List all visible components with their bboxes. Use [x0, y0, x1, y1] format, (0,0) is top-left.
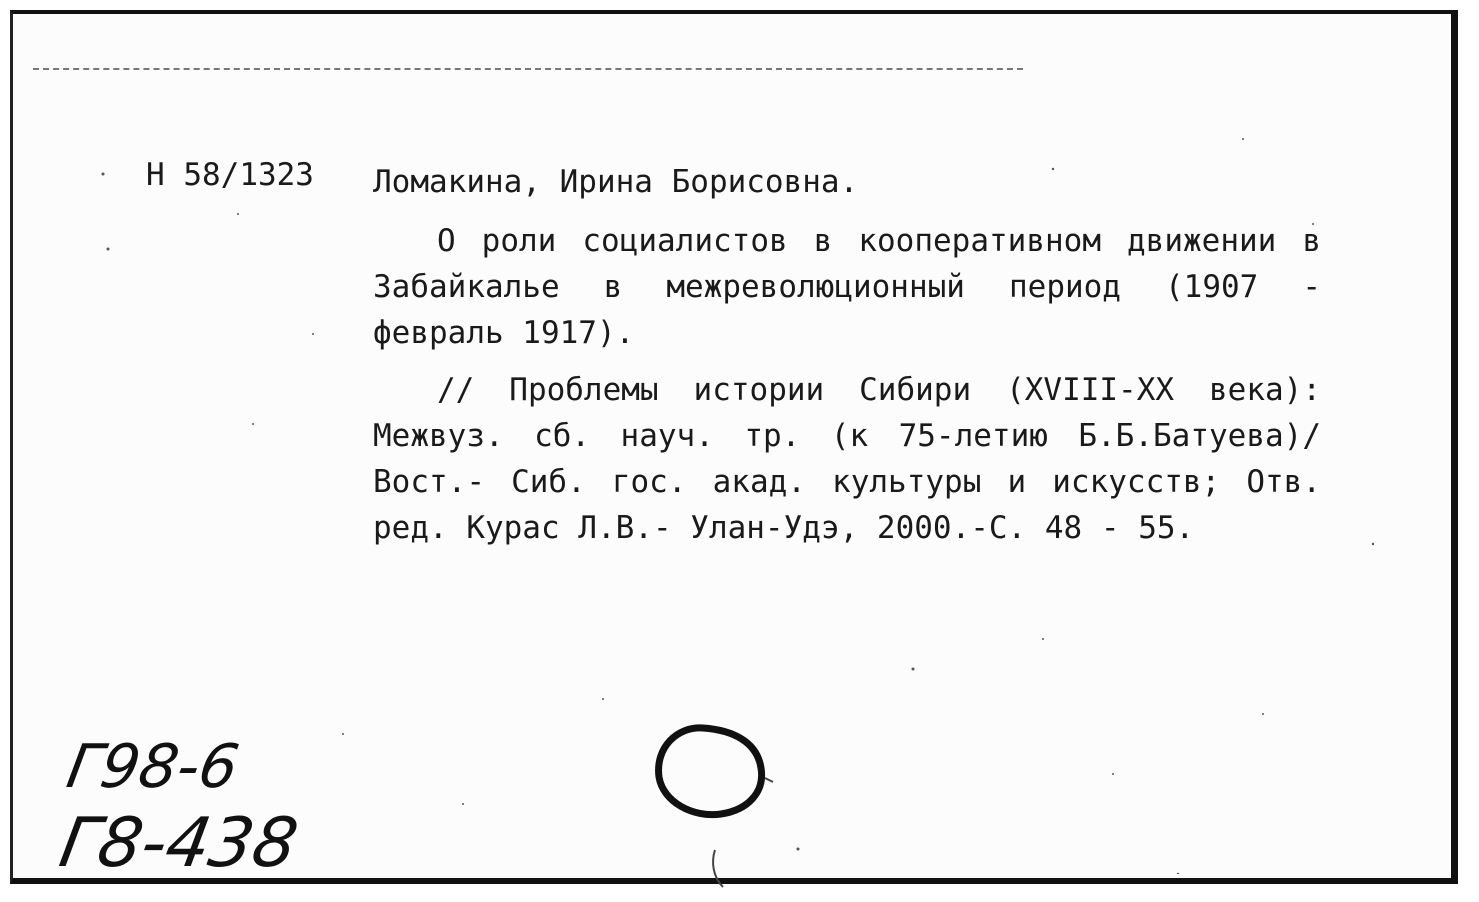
- catalog-card: [10, 10, 1458, 884]
- handwritten-code-2: Г8-438: [54, 804, 304, 883]
- source-citation: // Проблемы истории Сибири (XVIII-XX века): Межвуз. сб. науч. тр. (к 75-летию Б.Б.Батуева)/ Вост.- Сиб. гос. акад. культуры и искусств; Отв. ред. Курас Л.В.- Улан-Удэ, 2000.-С. 48 - 55.: [373, 372, 1321, 546]
- shelfmark: Н 58/1323: [146, 157, 314, 193]
- handwritten-code-1: Г98-6: [61, 732, 244, 802]
- punch-hole: [653, 722, 793, 892]
- work-title: О роли социалистов в кооперативном движении в Забайкалье в межреволюционный период (1907 - февраль 1917).: [373, 223, 1321, 351]
- author-heading: Ломакина, Ирина Борисовна.: [373, 164, 859, 200]
